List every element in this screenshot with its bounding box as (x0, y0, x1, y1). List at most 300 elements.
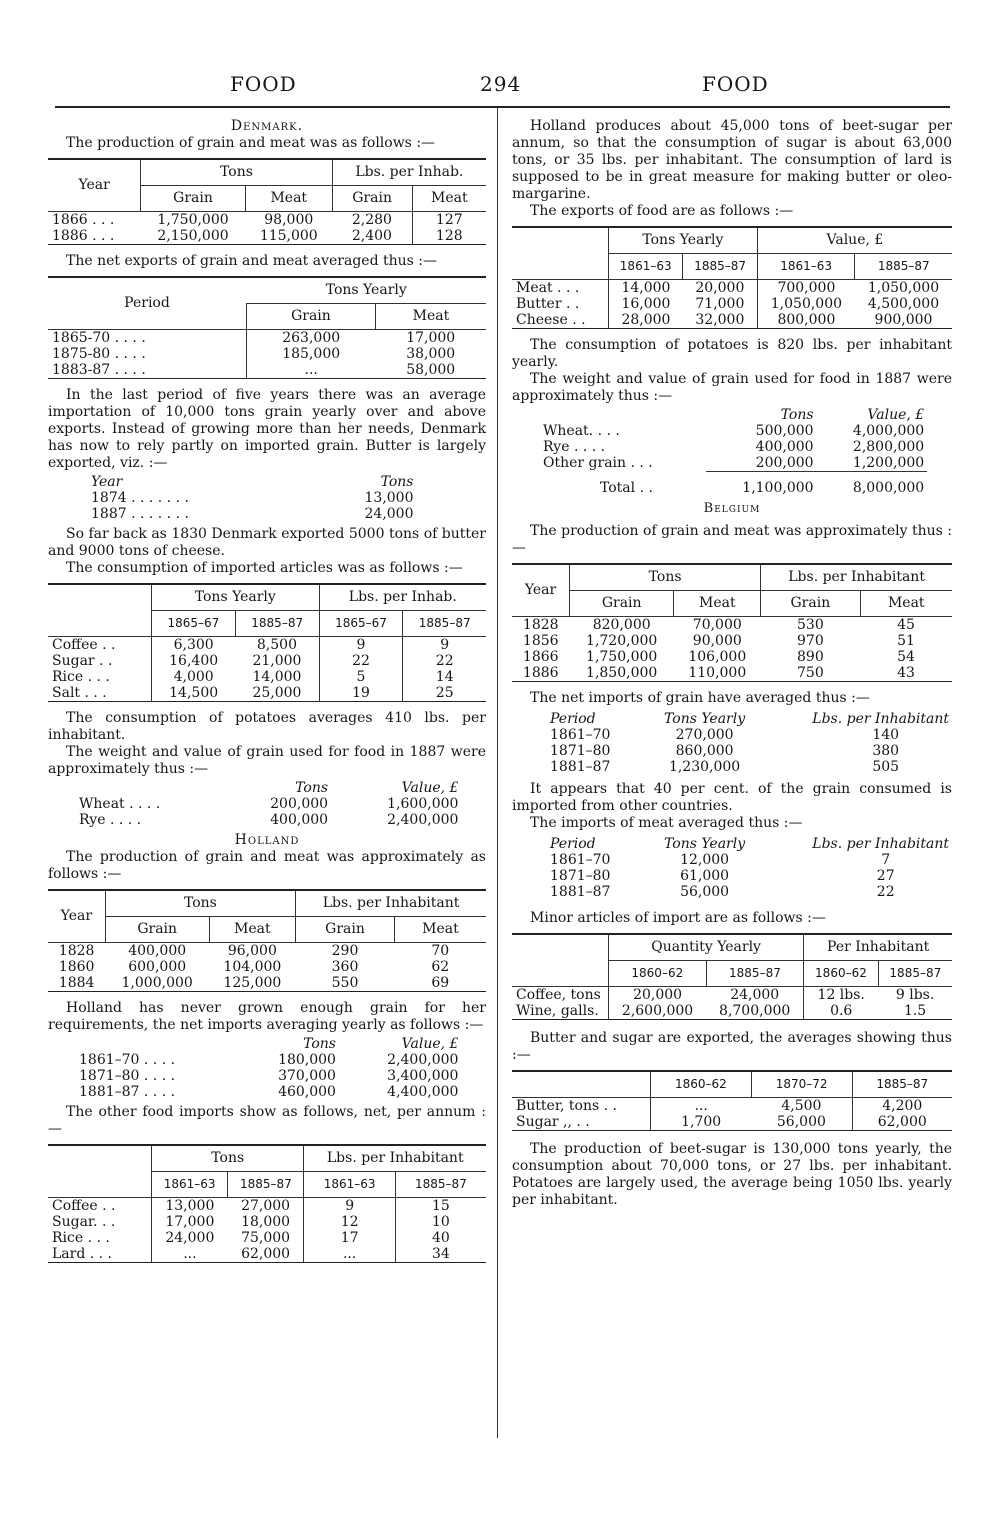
table-cell: 27,000 (241, 1198, 291, 1214)
paragraph: Butter and sugar are exported, the averages showing thus :— (512, 1030, 952, 1063)
table-cell: 1861–70 (550, 727, 611, 743)
belgium-grain-imports-list (512, 711, 952, 775)
table-cell: 54 (897, 649, 915, 665)
table-cell: ... (651, 1098, 752, 1115)
table-cell: Salt . . . (52, 685, 107, 701)
table-cell: Coffee . . (52, 637, 116, 653)
column-header: 1865–67 (319, 611, 403, 637)
list-item (88, 506, 417, 522)
table-cell: 27 (876, 868, 895, 884)
table-cell: 5 (319, 669, 403, 685)
table-cell: Total . . (600, 479, 653, 496)
table-cell: Butter . . (516, 296, 580, 312)
table-cell: 1,850,000 (586, 665, 658, 681)
table-row (512, 312, 952, 329)
table-cell: 75,000 (241, 1230, 291, 1246)
table-cell: 600,000 (128, 959, 187, 975)
table-cell: 2,400,000 (387, 812, 459, 828)
table-cell: 16,000 (609, 296, 683, 312)
column-header: Grain (761, 591, 860, 617)
table-cell: 1,750,000 (157, 212, 229, 228)
column-header: 1885–87 (228, 1172, 304, 1198)
table-cell: Coffee, tons (516, 987, 601, 1003)
table-cell: 1861–70 . . . . (79, 1052, 176, 1068)
table-cell: 2,400,000 (387, 1052, 459, 1068)
table-cell: 115,000 (259, 228, 318, 244)
table-cell: 17,000 (152, 1214, 228, 1230)
table-cell: Butter, tons . . (516, 1098, 617, 1114)
paragraph: The production of grain and meat was approximately thus :— (512, 523, 952, 556)
table-row (512, 1003, 952, 1020)
table-cell: 19 (319, 685, 403, 702)
table-cell: Wine, galls. (516, 1003, 599, 1019)
denmark-grain-list (76, 780, 461, 828)
table-cell: 1,050,000 (757, 296, 855, 312)
table-cell: 43 (897, 665, 915, 681)
table-cell: 1881–87 (550, 759, 611, 775)
table-cell: 61,000 (680, 868, 730, 884)
table-cell: 1860 (58, 959, 95, 975)
table-cell: 1,200,000 (817, 455, 928, 472)
column-header: Tons Yearly (664, 711, 746, 727)
table-cell: 750 (797, 665, 824, 681)
table-cell: 15 (395, 1198, 486, 1215)
list-item (76, 1084, 461, 1100)
column-header: Grain (141, 186, 246, 212)
table-row (512, 665, 952, 682)
table-cell: 17,000 (406, 330, 456, 346)
table-cell: 2,280 (351, 212, 392, 228)
table-cell: 128 (412, 228, 486, 245)
column-group-header: Lbs. per Inhabitant (296, 890, 486, 917)
column-header: Grain (332, 186, 412, 212)
table-cell: 32,000 (695, 312, 745, 328)
table-cell: 0.6 (804, 1003, 878, 1020)
table-cell: Sugar ,, . . (516, 1114, 590, 1130)
table-row (512, 296, 952, 312)
column-header: Meat (375, 304, 486, 330)
table-cell: 45 (897, 617, 915, 633)
table-cell: 1875-80 . . . . (52, 346, 146, 362)
table-cell: 180,000 (278, 1052, 336, 1068)
table-cell: 3,400,000 (387, 1068, 459, 1084)
table-cell: 460,000 (278, 1084, 336, 1100)
butter-exports-list (88, 474, 417, 522)
table-cell: 51 (897, 633, 915, 649)
table-cell: 200,000 (706, 455, 817, 472)
table-cell: 14 (403, 669, 486, 685)
total-row (540, 472, 927, 497)
section-heading-holland: Holland (234, 832, 300, 848)
table-cell: 9 lbs. (895, 987, 935, 1003)
section-heading-belgium: Belgium (703, 501, 761, 516)
list-item (512, 868, 952, 884)
table-cell: 400,000 (270, 812, 329, 828)
column-header: Year (78, 177, 110, 193)
table-row (512, 1114, 952, 1131)
holland-imports-list (76, 1036, 461, 1100)
table-cell: 4,500 (781, 1098, 822, 1114)
column-header: 1861–63 (609, 254, 683, 280)
column-header: Period (550, 836, 596, 852)
table-cell: 70 (431, 943, 450, 959)
table-cell: 500,000 (755, 423, 814, 439)
left-column (48, 118, 486, 1271)
column-group-header: Lbs. per Inhabitant (304, 1145, 486, 1172)
table-cell: 14,000 (252, 669, 302, 685)
running-head-right: FOOD (702, 72, 769, 96)
column-group-header: Tons (105, 890, 295, 917)
table-row (48, 975, 486, 992)
column-group-header: Tons Yearly (609, 227, 758, 254)
table-cell: 4,200 (852, 1098, 952, 1115)
table-cell: 400,000 (755, 439, 814, 455)
column-header: Tons (295, 780, 329, 796)
table-cell: 62 (431, 959, 450, 975)
paragraph: The imports of meat averaged thus :— (530, 815, 803, 831)
table-cell: 12,000 (680, 852, 730, 868)
table-cell: Wheat . . . . (79, 796, 161, 812)
column-group-header: Tons Yearly (247, 277, 487, 304)
table-cell: 125,000 (223, 975, 282, 991)
paragraph: The other food imports show as follows, net, per annum :— (48, 1104, 486, 1137)
table-cell: 4,000,000 (852, 423, 925, 439)
list-item (540, 439, 927, 455)
table-cell: 400,000 (128, 943, 187, 959)
list-item (88, 490, 417, 506)
table-cell: 9 (319, 637, 403, 654)
table-cell: 1,700 (651, 1114, 752, 1131)
table-cell: 40 (395, 1230, 486, 1246)
list-item (76, 812, 461, 828)
table-row (48, 330, 486, 347)
table-cell: 900,000 (874, 312, 933, 328)
list-item (512, 727, 952, 743)
table-cell: 70,000 (692, 617, 742, 633)
table-cell: Coffee . . (52, 1198, 116, 1214)
column-header: 1861–63 (152, 1172, 228, 1198)
table-cell: 1866 (522, 649, 559, 665)
column-header: 1861–63 (757, 254, 855, 280)
column-header: Meat (394, 917, 486, 943)
column-header: 1870–72 (751, 1071, 852, 1098)
column-header: 1885–87 (855, 254, 952, 280)
table-cell: 1856 (522, 633, 559, 649)
table-cell: 127 (412, 212, 486, 229)
table-cell: 18,000 (241, 1214, 291, 1230)
table-cell: Wheat. . . . (543, 423, 620, 439)
column-header (48, 1145, 152, 1198)
table-row (48, 669, 486, 685)
table-cell: Cheese . . (516, 312, 586, 328)
holland-exports-table (512, 226, 952, 329)
table-cell: ... (152, 1246, 228, 1263)
table-cell (76, 1036, 238, 1052)
table-cell: 56,000 (680, 884, 730, 900)
table-cell: 1828 (522, 617, 559, 633)
column-header: Grain (105, 917, 209, 943)
paragraph: The production of beet-sugar is 130,000 tons yearly, the consumption about 70,000 tons, or 27 lbs. per inhabitant. Potatoes are largely used, the average being 1050 lbs. yearly per inhabitant. (512, 1141, 952, 1208)
table-cell: 860,000 (675, 743, 734, 759)
table-cell: 700,000 (757, 280, 855, 297)
column-header: Meat (209, 917, 295, 943)
table-row (48, 212, 486, 229)
table-cell: 200,000 (270, 796, 329, 812)
column-header: Meat (412, 186, 486, 212)
right-column (512, 118, 952, 1209)
table-cell: 505 (872, 759, 900, 775)
table-row (48, 637, 486, 654)
paragraph: The net exports of grain and meat averaged thus :— (66, 253, 438, 269)
paragraph: Holland has never grown enough grain for her requirements, the net imports averaging yearly as follows :— (48, 1000, 486, 1033)
column-header: Tons Yearly (664, 836, 746, 852)
page-number: 294 (480, 72, 522, 96)
column-header: Period (124, 295, 170, 311)
paragraph: The consumption of potatoes averages 410 lbs. per inhabitant. (48, 710, 486, 743)
column-header: Year (60, 908, 93, 924)
table-cell: Sugar . . (52, 653, 113, 669)
table-cell: 290 (331, 943, 359, 959)
table-cell: 56,000 (776, 1114, 826, 1130)
table-cell: 1883-87 . . . . (52, 362, 146, 378)
table-cell: 970 (797, 633, 824, 649)
table-cell: 24,000 (152, 1230, 228, 1246)
table-cell: 1,750,000 (586, 649, 658, 665)
column-header: Meat (674, 591, 761, 617)
table-cell: 550 (331, 975, 359, 991)
table-cell: Rye . . . . (79, 812, 142, 828)
column-group-header: Quantity Yearly (609, 934, 804, 961)
table-cell: Rye . . . . (543, 439, 606, 455)
table-cell: 4,500,000 (867, 296, 940, 312)
holland-other-imports-table (48, 1144, 486, 1263)
table-cell: 263,000 (247, 330, 376, 347)
table-cell: 1874 . . . . . . . (91, 490, 189, 506)
table-cell: 1,720,000 (586, 633, 658, 649)
table-cell: Rice . . . (52, 669, 110, 685)
table-cell: 2,400 (351, 228, 392, 244)
column-divider (497, 108, 498, 1438)
table-cell: 34 (395, 1246, 486, 1263)
table-cell: 6,300 (152, 637, 236, 654)
column-header: 1885–87 (403, 611, 486, 637)
table-cell: 8,000,000 (852, 480, 925, 496)
column-header: 1885–87 (706, 961, 804, 987)
column-group-header: Lbs. per Inhab. (319, 584, 486, 611)
column-header: 1860–62 (651, 1071, 752, 1098)
table-row (48, 685, 486, 702)
table-cell: 1,600,000 (387, 796, 459, 812)
list-item (76, 1068, 461, 1084)
table-cell: 25 (403, 685, 486, 702)
column-group-header: Tons (152, 1145, 304, 1172)
column-header: Period (550, 711, 596, 727)
paragraph: Minor articles of import are as follows :— (530, 910, 826, 926)
column-header: Value, £ (401, 1036, 459, 1052)
table-cell: 8,500 (256, 637, 297, 653)
table-cell: Sugar. . . (52, 1214, 116, 1230)
table-cell: Lard . . . (52, 1246, 112, 1262)
table-cell: Meat . . . (516, 280, 580, 296)
denmark-consumption-table (48, 583, 486, 702)
table-cell: 1.5 (903, 1003, 927, 1019)
table-cell: 800,000 (757, 312, 855, 329)
table-cell: 370,000 (278, 1068, 336, 1084)
table-cell: 110,000 (688, 665, 747, 681)
table-row (48, 959, 486, 975)
holland-grain-list (540, 407, 927, 496)
list-item (512, 743, 952, 759)
column-header: 1885–87 (395, 1172, 486, 1198)
running-head-left: FOOD (230, 72, 297, 96)
paragraph: It appears that 40 per cent. of the grain consumed is imported from other countries. (512, 781, 952, 814)
table-row (48, 1230, 486, 1246)
table-cell: 25,000 (252, 685, 302, 701)
table-row (48, 346, 486, 362)
table-row (48, 1214, 486, 1230)
table-cell: 106,000 (688, 649, 747, 665)
table-cell: 7 (881, 852, 891, 868)
table-row (48, 228, 486, 245)
table-cell: 16,400 (152, 653, 236, 669)
table-cell: 8,700,000 (719, 1003, 791, 1019)
table-cell: 9 (304, 1198, 395, 1215)
table-cell: 270,000 (675, 727, 734, 743)
table-cell: 20,000 (609, 987, 707, 1004)
table-cell: 20,000 (695, 280, 745, 296)
column-header (48, 584, 152, 637)
table-cell: 530 (797, 617, 824, 633)
paragraph: Holland produces about 45,000 tons of beet-sugar per annum, so that the consumption of sugar is about 63,000 tons, or 35 lbs. per inhabitant. The consumption of lard is supposed to be in great measure for making butter or oleo-margarine. (512, 118, 952, 202)
table-cell: 1884 (58, 975, 95, 991)
table-cell: 2,600,000 (609, 1003, 707, 1020)
table-cell: 90,000 (692, 633, 742, 649)
holland-production-table (48, 889, 486, 992)
table-cell: 14,000 (609, 280, 683, 297)
column-header: Tons (380, 474, 414, 490)
table-cell: 98,000 (264, 212, 314, 228)
column-header: 1885–87 (878, 961, 952, 987)
table-cell (76, 780, 223, 796)
column-header (512, 1071, 651, 1098)
table-row (48, 653, 486, 669)
table-cell: ... (247, 362, 376, 379)
table-cell: 1,100,000 (742, 480, 814, 496)
column-header: Lbs. per Inhabitant (812, 836, 949, 852)
table-cell: ... (304, 1246, 395, 1263)
table-cell: 10 (395, 1214, 486, 1230)
table-cell: 22 (876, 884, 895, 900)
denmark-exports-table (48, 276, 486, 379)
table-cell: Rice . . . (52, 1230, 110, 1246)
table-cell: 1887 . . . . . . . (91, 506, 189, 522)
belgium-minor-imports-table (512, 933, 952, 1020)
column-header (512, 934, 609, 987)
table-cell: 4,400,000 (387, 1084, 459, 1100)
table-cell: 21,000 (252, 653, 302, 669)
list-item (540, 455, 927, 472)
table-cell: 62,000 (241, 1246, 291, 1262)
table-row (48, 1198, 486, 1215)
paragraph: The exports of food are as follows :— (530, 203, 794, 219)
column-header: 1860–62 (609, 961, 707, 987)
column-header: 1885–87 (235, 611, 319, 637)
table-cell: 1871–80 (550, 743, 611, 759)
table-cell: 820,000 (592, 617, 651, 633)
table-cell: 14,500 (152, 685, 236, 702)
denmark-production-table (48, 158, 486, 245)
list-item (512, 852, 952, 868)
table-cell: 13,000 (152, 1198, 228, 1215)
paragraph: The production of grain and meat was as follows :— (66, 135, 436, 151)
column-header: Value, £ (401, 780, 459, 796)
table-row (512, 987, 952, 1004)
table-cell: 1861–70 (550, 852, 611, 868)
column-header: Tons (303, 1036, 336, 1052)
column-header (512, 227, 609, 280)
table-cell: 1866 . . . (52, 212, 115, 228)
table-cell: 2,800,000 (852, 439, 925, 455)
table-cell: 96,000 (227, 943, 277, 959)
table-row (48, 1246, 486, 1263)
table-cell: 1,230,000 (668, 759, 741, 775)
table-cell: Other grain . . . (543, 455, 653, 472)
column-header: 1861–63 (304, 1172, 395, 1198)
table-cell: 380 (872, 743, 900, 759)
table-cell: 1,050,000 (867, 280, 940, 296)
table-cell: 12 lbs. (804, 987, 878, 1004)
table-cell: 62,000 (852, 1114, 952, 1131)
belgium-meat-imports-list (512, 836, 952, 900)
table-cell: 2,150,000 (157, 228, 229, 244)
list-item (540, 423, 927, 439)
table-cell: 22 (319, 653, 403, 669)
list-item (76, 1052, 461, 1068)
column-header: Year (524, 582, 557, 598)
table-cell: 360 (331, 959, 359, 975)
table-row (512, 633, 952, 649)
list-item (512, 884, 952, 900)
table-row (512, 617, 952, 634)
table-cell: 1886 (522, 665, 559, 681)
table-row (512, 1098, 952, 1115)
table-cell: 890 (797, 649, 824, 665)
paragraph: The weight and value of grain used for food in 1887 were approximately thus :— (48, 744, 486, 777)
table-cell: 1,000,000 (121, 975, 193, 991)
table-cell: 12 (304, 1214, 395, 1230)
column-header: Grain (296, 917, 395, 943)
column-header: Year (91, 474, 123, 490)
table-cell: 24,000 (730, 987, 780, 1003)
column-group-header: Per Inhabitant (804, 934, 952, 961)
column-header: Grain (569, 591, 673, 617)
table-cell: 69 (431, 975, 450, 991)
paragraph: The production of grain and meat was approximately as follows :— (48, 849, 486, 882)
header-rule (55, 106, 950, 108)
paragraph: The weight and value of grain used for food in 1887 were approximately thus :— (512, 371, 952, 404)
table-cell: 1886 . . . (52, 228, 115, 244)
table-cell: 1871–80 . . . . (79, 1068, 176, 1084)
table-row (48, 362, 486, 379)
list-item (512, 759, 952, 775)
belgium-production-table (512, 563, 952, 682)
table-cell: 140 (872, 727, 900, 743)
paragraph: The net imports of grain have averaged thus :— (530, 690, 870, 706)
table-cell: 24,000 (364, 506, 414, 522)
table-cell: 1828 (58, 943, 95, 959)
table-cell: 22 (403, 653, 486, 669)
column-header: Meat (860, 591, 952, 617)
